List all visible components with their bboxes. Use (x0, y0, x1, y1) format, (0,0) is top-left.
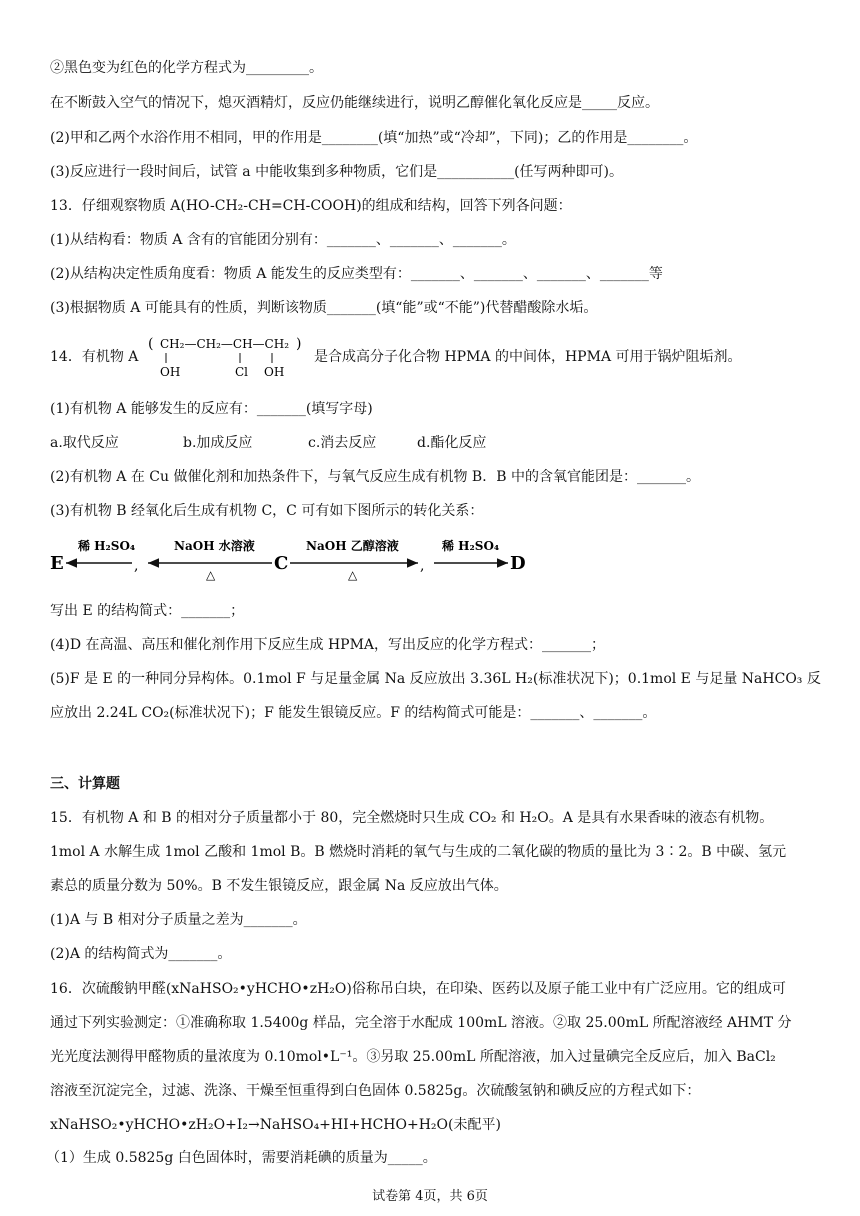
heat-symbol: △ (206, 568, 216, 582)
text-line: (3)有机物 B 经氧化后生成有机物 C，C 可有如下图所示的转化关系： (50, 503, 484, 519)
text-line: (3)反应进行一段时间后，试管 a 中能收集到多种物质，它们是___________(任写两种即可)。 (50, 164, 623, 180)
question-13: 13．仔细观察物质 A(HO-CH₂-CH=CH-COOH)的组成和结构，回答下列各问题： (50, 198, 572, 214)
text-line: (3)根据物质 A 可能具有的性质，判断该物质_______(填“能”或“不能”)代替醋酸除水垢。 (50, 300, 598, 316)
compound-e: E (50, 553, 64, 574)
text-line: 应放出 2.24L CO₂(标准状况下)；F 能发生银镜反应。F 的结构简式可能是：_______、_______。 (50, 705, 657, 721)
text-line: 素总的质量分数为 50%。B 不发生银镜反应，跟金属 Na 反应放出气体。 (50, 878, 508, 894)
paren-right: ) (296, 336, 302, 352)
text-line: (2)甲和乙两个水浴作用不相同，甲的作用是________(填“加热”或“冷却”，下同)；乙的作用是________。 (50, 130, 698, 146)
option-c: c.消去反应 (308, 435, 377, 451)
text-line: ②黑色变为红色的化学方程式为_________。 (50, 60, 323, 76)
text-line: 在不断鼓入空气的情况下，熄灭酒精灯，反应仍能继续进行，说明乙醇催化氧化反应是_____反应。 (50, 95, 659, 111)
reagent-label: NaOH 乙醇溶液 (306, 539, 399, 553)
text-line: （1）生成 0.5825g 白色固体时，需要消耗碘的质量为_____。 (46, 1150, 437, 1166)
text-line: 通过下列实验测定：①准确称取 1.5400g 样品，完全溶于水配成 100mL 溶液。②取 25.00mL 所配溶液经 AHMT 分 (50, 1015, 792, 1031)
option-d: d.酯化反应 (417, 435, 487, 451)
text-line: (5)F 是 E 的一种同分异构体。0.1mol F 与足量金属 Na 反应放出 3.36L H₂(标准状况下)；0.1mol E 与足量 NaHCO₃ 反 (50, 671, 821, 687)
page-footer: 试卷第 4页，共 6页 (372, 1189, 488, 1204)
comma: , (420, 558, 425, 574)
section-heading: 三、计算题 (50, 776, 120, 792)
text-line: 1mol A 水解生成 1mol 乙酸和 1mol B。B 燃烧时消耗的氧气与生成的二氧化碳的物质的量比为 3∶2。B 中碳、氢元 (50, 844, 787, 860)
text-line: 光光度法测得甲醛物质的量浓度为 0.10mol•L⁻¹。③另取 25.00mL 所配溶液，加入过量碘完全反应后，加入 BaCl₂ (50, 1049, 776, 1065)
text-line: (1)有机物 A 能够发生的反应有：_______(填写字母) (50, 401, 373, 417)
text-line: 溶液至沉淀完全，过滤、洗涤、干燥至恒重得到白色固体 0.5825g。次硫酸氢钠和碘反应的方程式如下： (50, 1083, 701, 1099)
option-b: b.加成反应 (183, 435, 253, 451)
substituent-oh: OH (264, 365, 285, 379)
option-a: a.取代反应 (50, 435, 119, 451)
structure-formula-A (146, 333, 310, 381)
compound-d: D (510, 553, 526, 574)
question-15: 15．有机物 A 和 B 的相对分子质量都小于 80，完全燃烧时只生成 CO₂ 和 H₂O。A 是具有水果香味的液态有机物。 (50, 810, 774, 826)
text-line: 写出 E 的结构简式：_______； (50, 603, 245, 619)
reagent-label: NaOH 水溶液 (174, 539, 255, 553)
reagent-label: 稀 H₂SO₄ (442, 539, 500, 553)
paren-left: ( (148, 336, 154, 352)
text-line: (2)有机物 A 在 Cu 做催化剂和加热条件下，与氧气反应生成有机物 B．B 中的含氧官能团是：_______。 (50, 469, 700, 485)
text-line: xNaHSO₂•yHCHO•zH₂O+I₂→NaHSO₄+HI+HCHO+H₂O(未配平) (50, 1117, 501, 1133)
text-line: (1)从结构看：物质 A 含有的官能团分别有：_______、_______、_______。 (50, 232, 516, 248)
question-14-suffix: 是合成高分子化合物 HPMA 的中间体，HPMA 可用于锅炉阻垢剂。 (314, 349, 742, 365)
compound-c: C (274, 553, 289, 574)
question-16: 16．次硫酸钠甲醛(xNaHSO₂•yHCHO•zH₂O)俗称吊白块，在印染、医药以及原子能工业中有广泛应用。它的组成可 (50, 981, 786, 997)
substituent-oh: OH (160, 365, 181, 379)
heat-symbol: △ (348, 568, 358, 582)
reagent-label: 稀 H₂SO₄ (78, 539, 136, 553)
substituent-cl: Cl (235, 365, 249, 379)
question-14-prefix: 14．有机物 A (50, 349, 139, 365)
text-line: (4)D 在高温、高压和催化剂作用下反应生成 HPMA，写出反应的化学方程式：_______； (50, 637, 606, 653)
comma: , (134, 558, 139, 574)
text-line: (1)A 与 B 相对分子质量之差为_______。 (50, 912, 307, 928)
text-line: (2)从结构决定性质角度看：物质 A 能发生的反应类型有：_______、_______、_______、_______等 (50, 266, 663, 282)
structure-chain: CH₂—CH₂—CH—CH₂ (160, 337, 290, 351)
conversion-diagram (50, 532, 530, 582)
text-line: (2)A 的结构简式为_______。 (50, 946, 232, 962)
